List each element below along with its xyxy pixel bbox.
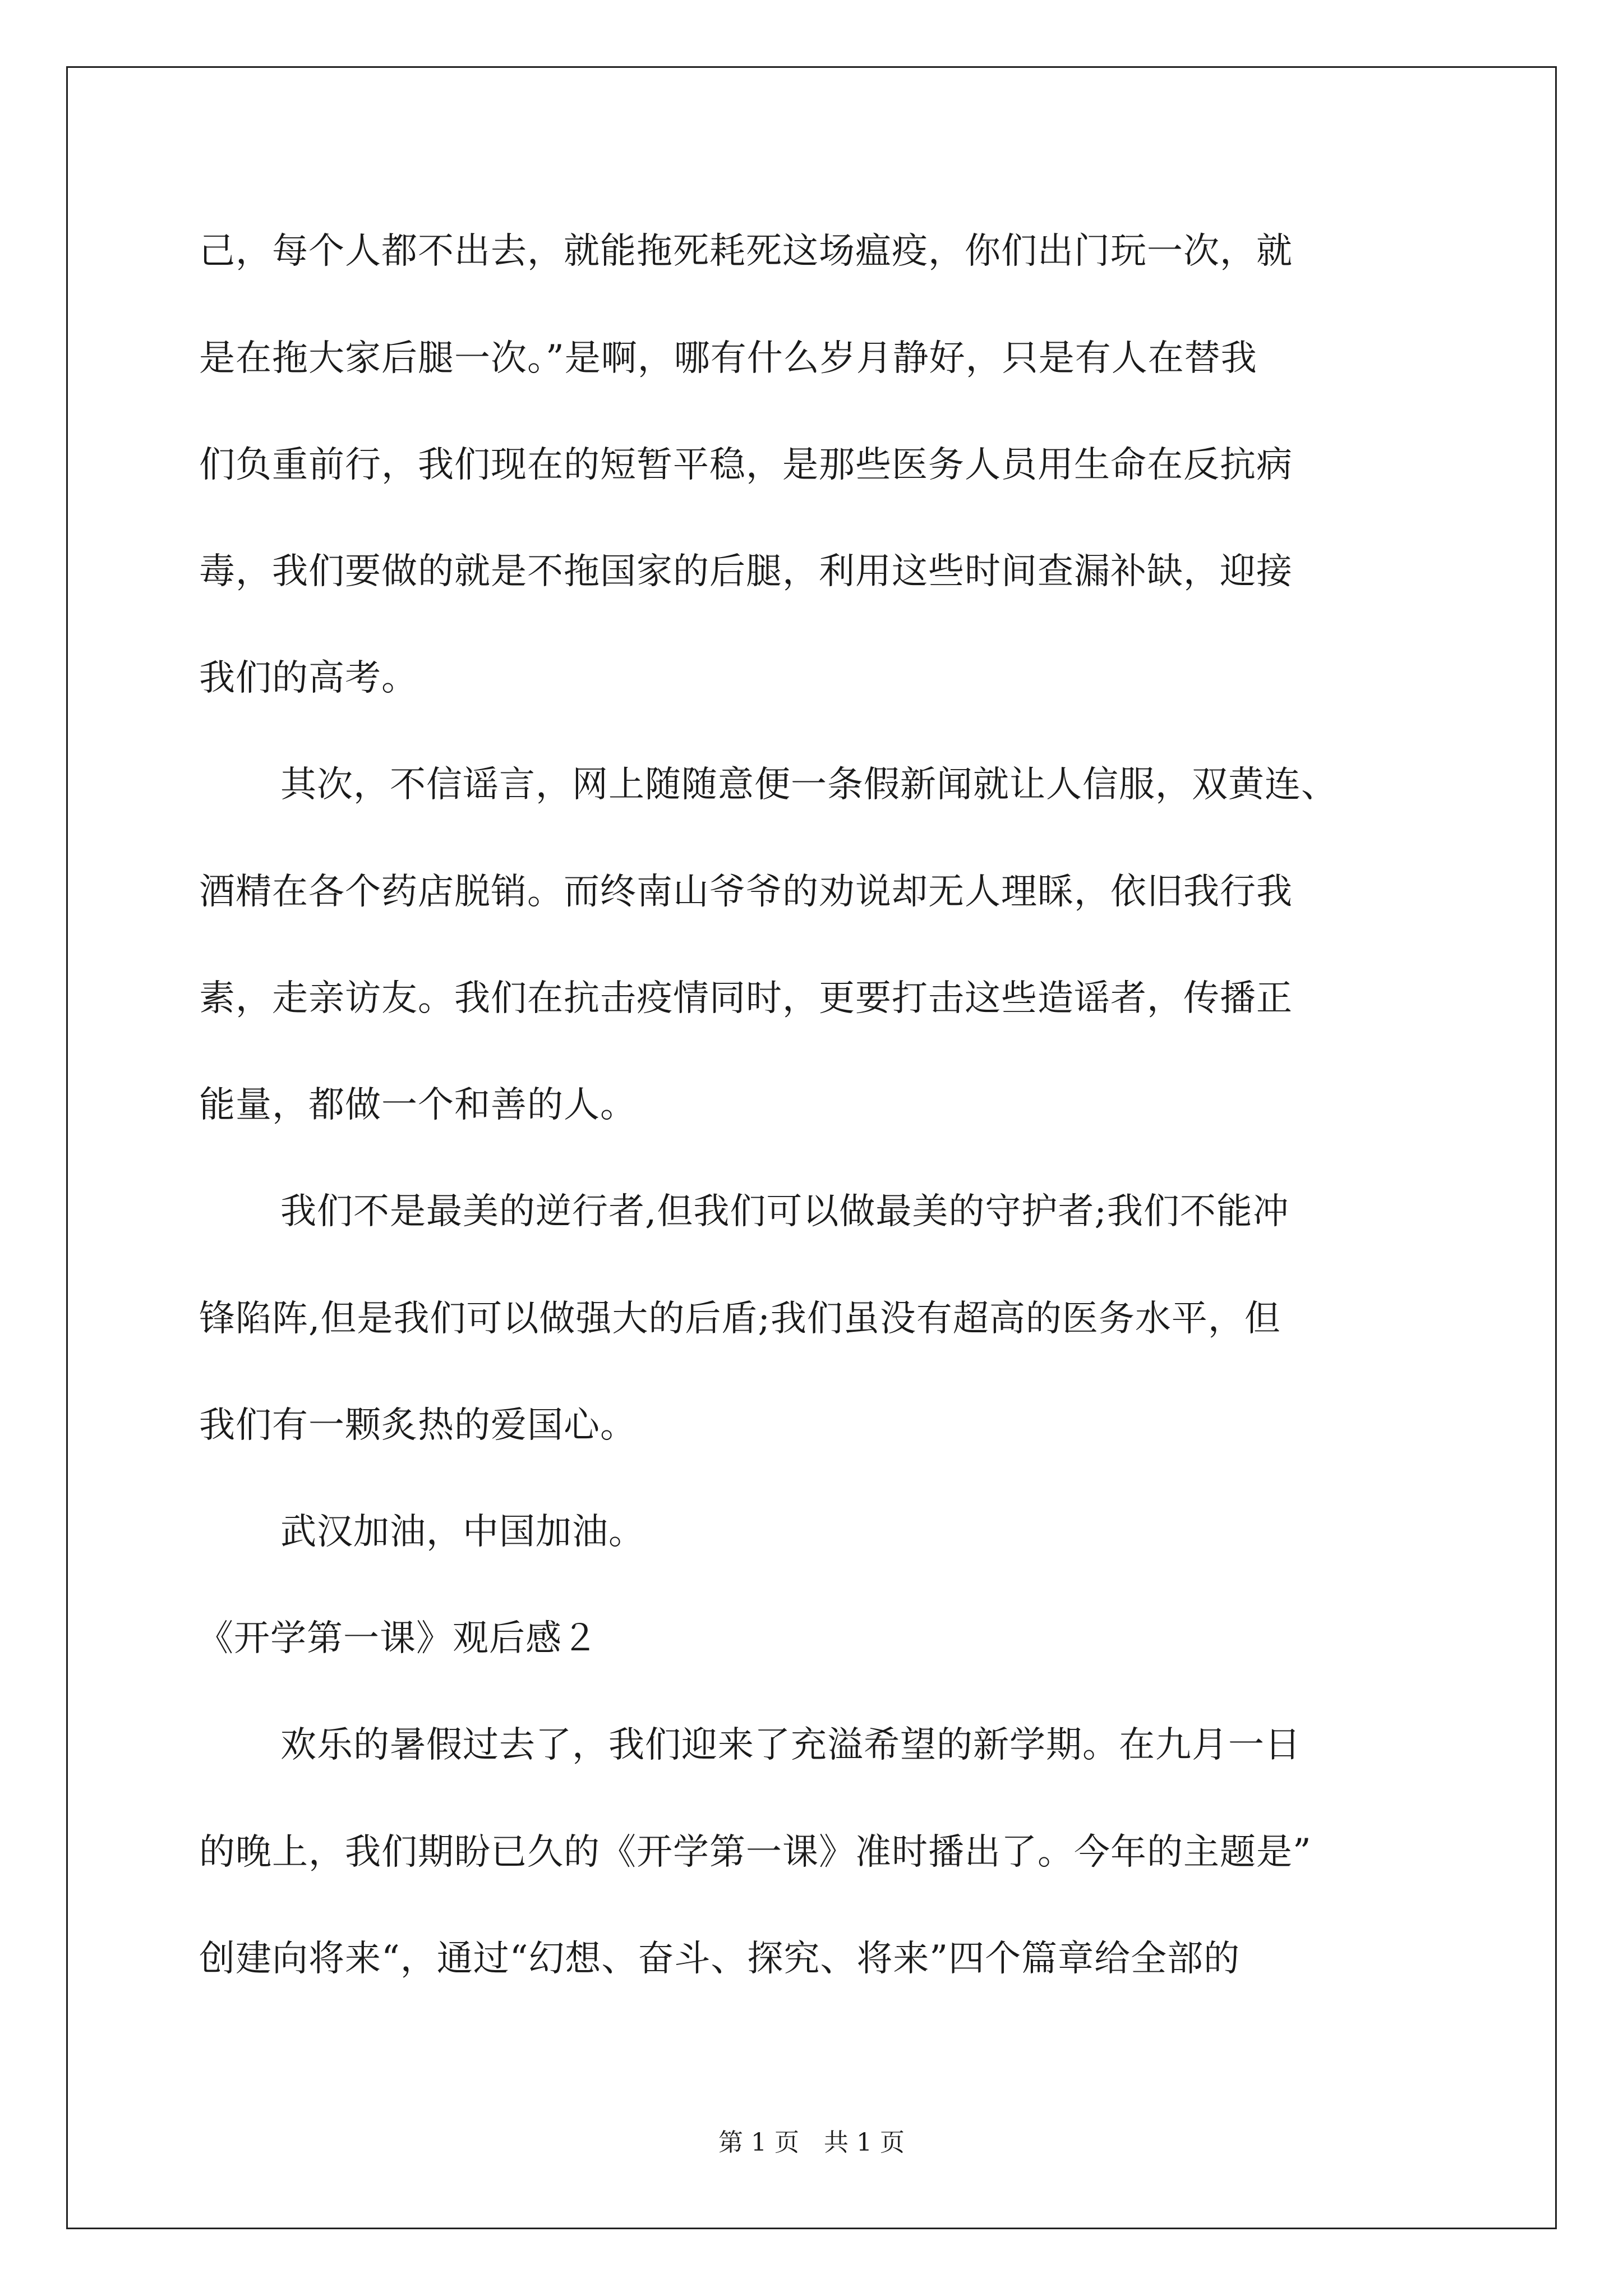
- page-footer: 第 1 页 共 1 页: [718, 2128, 905, 2157]
- paragraph-line: 我们不是最美的逆行者,但我们可以做最美的守护者;我们不能冲: [280, 1191, 1289, 1232]
- paragraph-line: 其次，不信谣言，网上随随意便一条假新闻就让人信服，双黄连、: [280, 764, 1338, 806]
- paragraph-line: 酒精在各个药店脱销。而终南山爷爷的劝说却无人理睬，依旧我行我: [199, 871, 1293, 913]
- paragraph-line: 武汉加油，中国加油。: [280, 1511, 645, 1553]
- paragraph-line: 己，每个人都不出去，就能拖死耗死这场瘟疫，你们出门玩一次，就: [199, 231, 1293, 272]
- paragraph-line: 我们的高考。: [199, 657, 418, 699]
- paragraph-line: 锋陷阵,但是我们可以做强大的后盾;我们虽没有超高的医务水平，但: [199, 1298, 1281, 1340]
- paragraph-line: 能量，都做一个和善的人。: [199, 1084, 637, 1126]
- paragraph-line: 创建向将来“，通过“幻想、奋斗、探究、将来”四个篇章给全部的: [199, 1938, 1241, 1980]
- paragraph-line: 欢乐的暑假过去了，我们迎来了充溢希望的新学期。在九月一日: [280, 1724, 1301, 1766]
- page-border: [66, 66, 1557, 2229]
- paragraph-line: 们负重前行，我们现在的短暂平稳，是那些医务人员用生命在反抗病: [199, 444, 1293, 486]
- paragraph-line: 是在拖大家后腿一次。”是啊，哪有什么岁月静好，只是有人在替我: [199, 338, 1257, 379]
- paragraph-line: 毒，我们要做的就是不拖国家的后腿，利用这些时间查漏补缺，迎接: [199, 551, 1293, 592]
- paragraph-line: 的晚上，我们期盼已久的《开学第一课》准时播出了。今年的主题是”: [199, 1832, 1312, 1873]
- section-heading: 《开学第一课》观后感２: [197, 1618, 598, 1659]
- paragraph-line: 素，走亲访友。我们在抗击疫情同时，更要打击这些造谣者，传播正: [199, 978, 1293, 1019]
- paragraph-line: 我们有一颗炙热的爱国心。: [199, 1405, 637, 1446]
